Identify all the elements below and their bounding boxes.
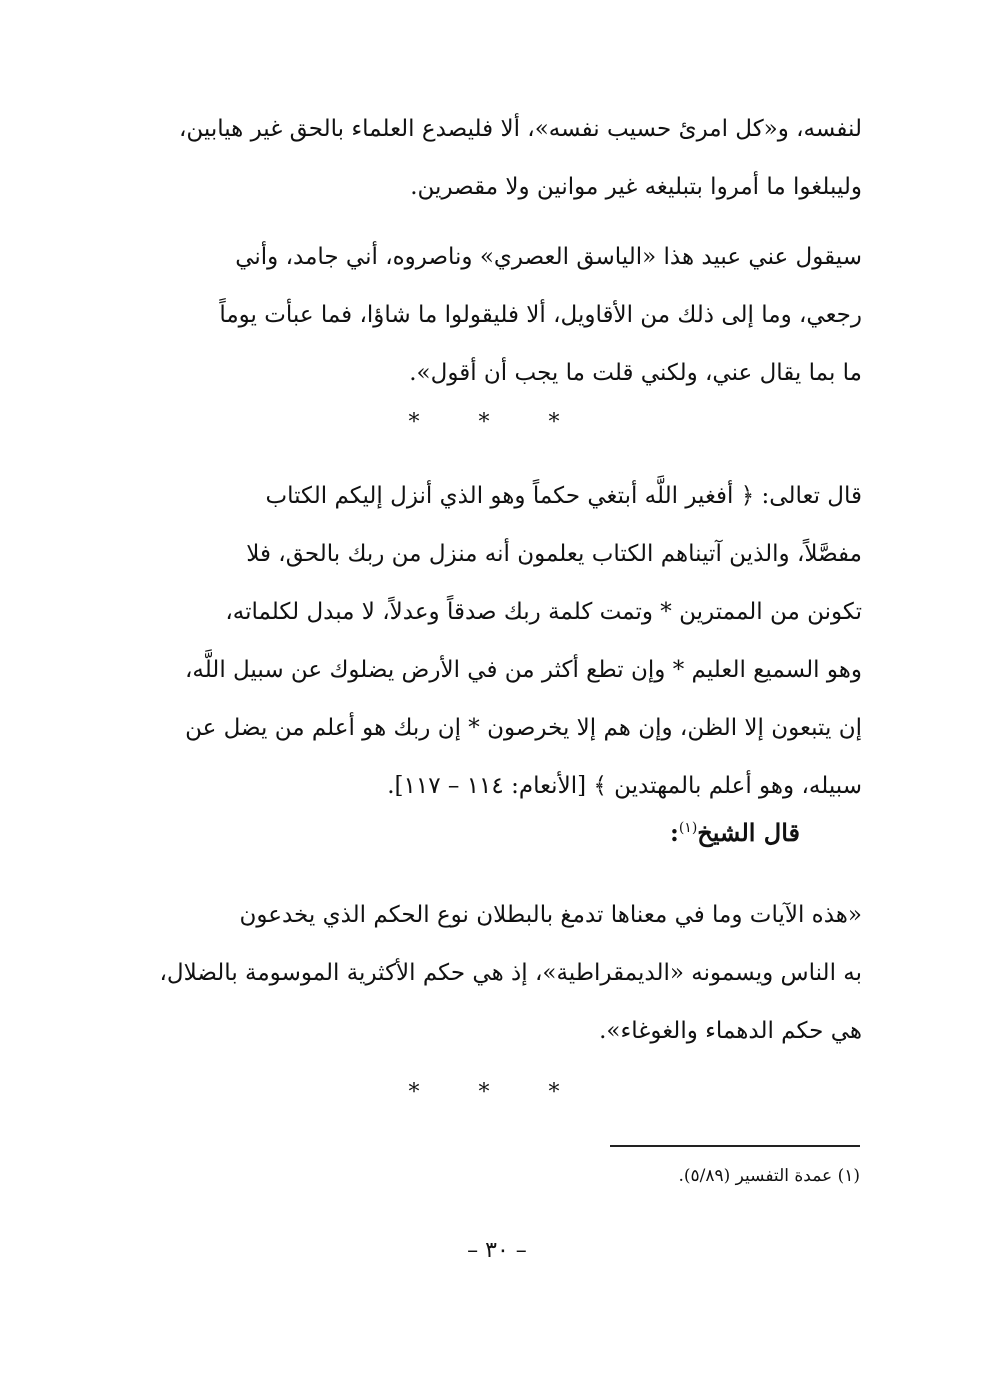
section-heading [670, 818, 800, 847]
text-line: هي حكم الدهماء والغوغاء». [599, 1018, 862, 1044]
heading-text: قال الشيخ [697, 818, 800, 847]
quran-quote-paragraph [140, 467, 862, 815]
text-line: سبيله، وهو أعلم بالمهتدين ﴾ [الأنعام: ١١٤ – ١١٧]. [387, 773, 862, 799]
quoted-paragraph [140, 886, 862, 1060]
text-line: قال تعالى: ﴿ أفغير اللَّه أبتغي حكماً وهو الذي أنزل إليكم الكتاب [265, 483, 862, 509]
text-line: تكونن من الممترين * وتمت كلمة ربك صدقاً وعدلاً، لا مبدل لكلماته، [225, 599, 862, 625]
text-line: إن يتبعون إلا الظن، وإن هم إلا يخرصون * إن ربك هو أعلم من يضل عن [185, 715, 862, 741]
text-line: لنفسه، و«كل امرئ حسيب نفسه»، ألا فليصدع العلماء بالحق غير هيابين، [178, 116, 862, 142]
footnote-ref: (١) [678, 820, 698, 836]
paragraph-1 [140, 100, 862, 216]
footnote-divider [610, 1145, 860, 1147]
section-separator: * * * [408, 1080, 586, 1105]
text-line: وهو السميع العليم * وإن تطع أكثر من في الأرض يضلوك عن سبيل اللَّه، [184, 657, 862, 683]
page-number: – ٣٠ – [467, 1238, 527, 1263]
text-line: وليبلغوا ما أمروا بتبليغه غير موانين ولا مقصرين. [410, 174, 862, 200]
footnote: (١) عمدة التفسير (٥/٨٩). [678, 1166, 860, 1186]
text-line: سيقول عني عبيد هذا «الياسق العصري» وناصروه، أني جامد، وأني [235, 244, 862, 270]
text-line: به الناس ويسمونه «الديمقراطية»، إذ هي حكم الأكثرية الموسومة بالضلال، [159, 960, 862, 986]
heading-colon: : [669, 818, 679, 847]
paragraph-2 [140, 228, 862, 402]
text-line: رجعي، وما إلى ذلك من الأقاويل، ألا فليقولوا ما شاؤا، فما عبأت يوماً [219, 302, 862, 328]
text-line: ما بما يقال عني، ولكني قلت ما يجب أن أقول». [409, 360, 862, 386]
text-line: «هذه الآيات وما في معناها تدمغ بالبطلان نوع الحكم الذي يخدعون [239, 902, 862, 928]
section-separator: * * * [408, 410, 586, 435]
text-line: مفصَّلاً، والذين آتيناهم الكتاب يعلمون أنه منزل من ربك بالحق، فلا [246, 541, 862, 567]
